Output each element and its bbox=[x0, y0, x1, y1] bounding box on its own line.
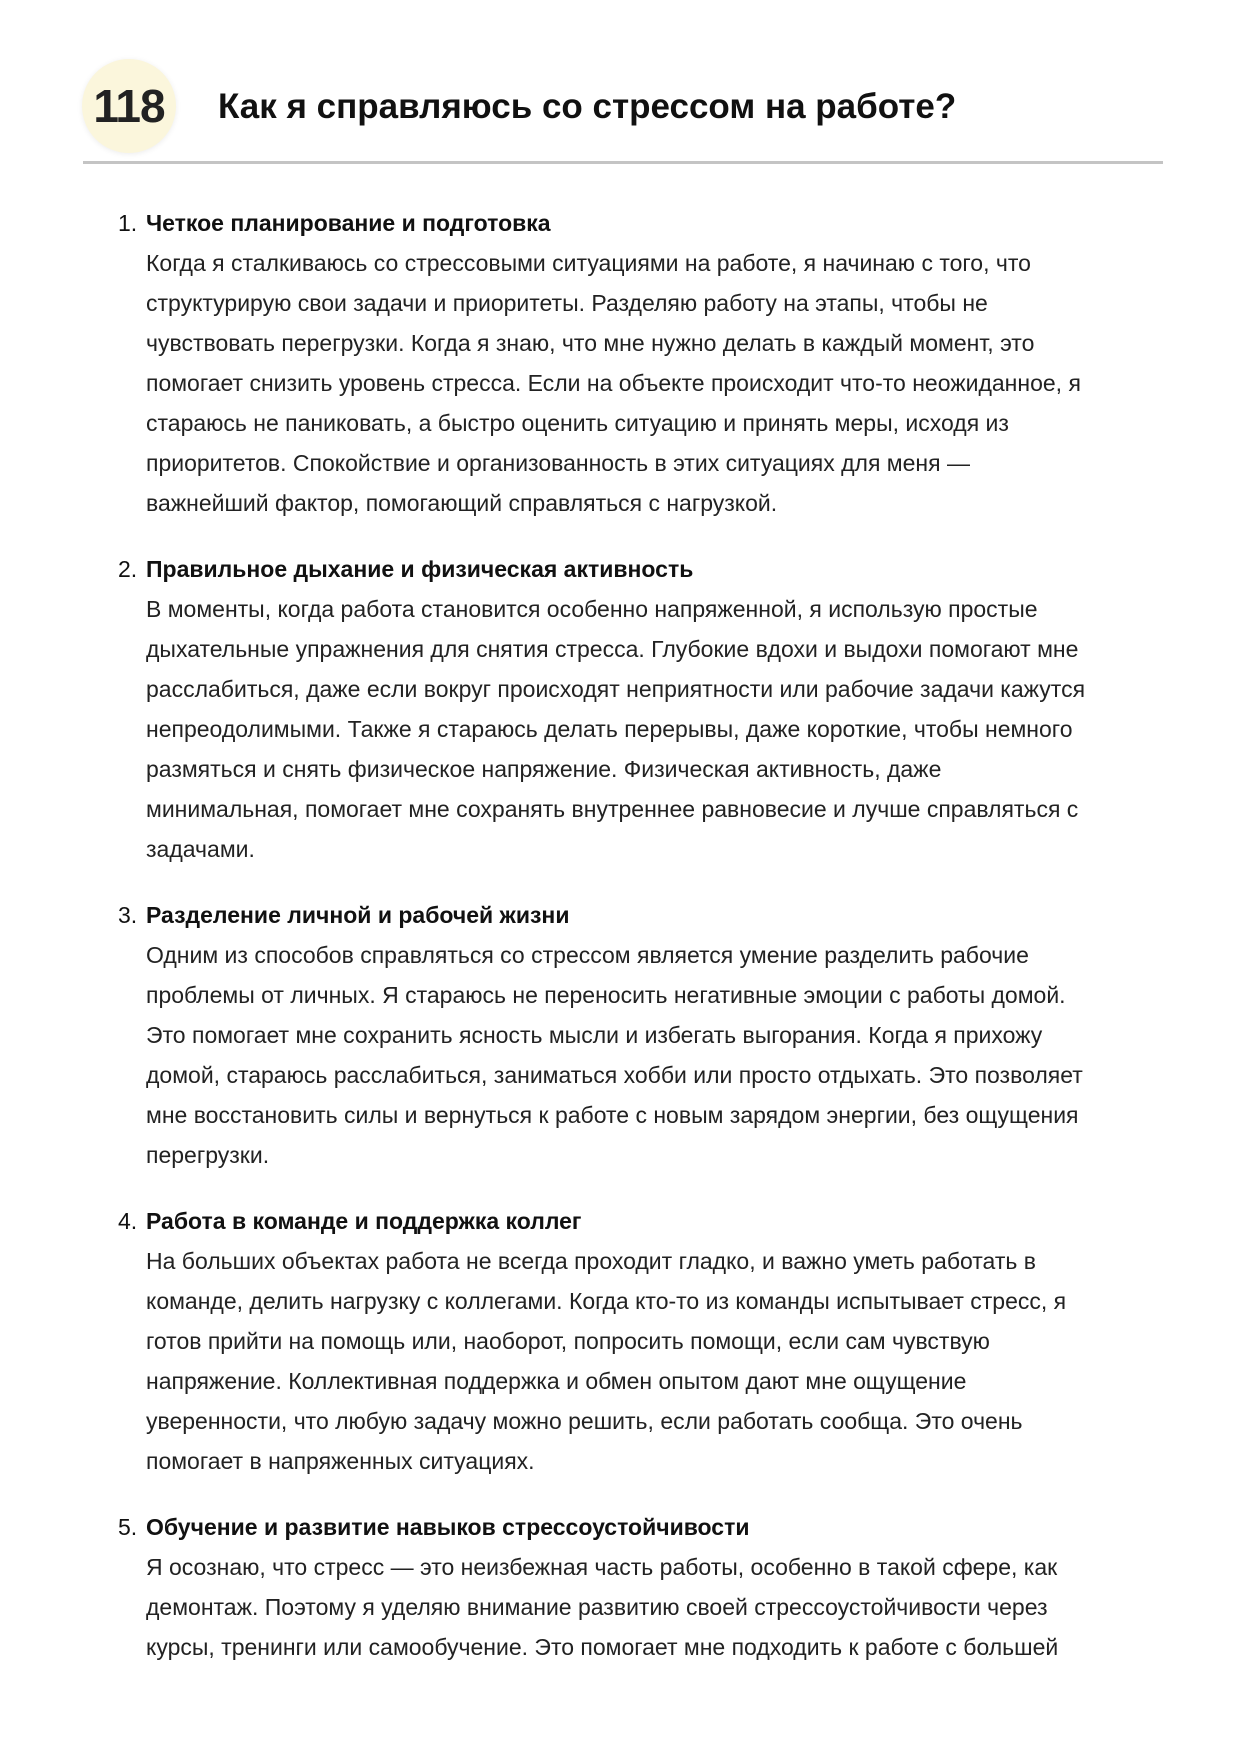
body-line: готов прийти на помощь или, наоборот, попросить помощи, если сам чувствую bbox=[146, 1328, 990, 1354]
body-line: мне восстановить силы и вернуться к работе с новым зарядом энергии, без ощущения bbox=[146, 1102, 1079, 1128]
list-item-number: 3. bbox=[118, 902, 138, 928]
list-item bbox=[118, 549, 1168, 869]
body-line: Одним из способов справляться со стрессом является умение разделить рабочие bbox=[146, 942, 1029, 968]
list-item-body bbox=[146, 1241, 1168, 1481]
body-line: размяться и снять физическое напряжение. Физическая активность, даже bbox=[146, 756, 942, 782]
list-item-number: 4. bbox=[118, 1208, 138, 1234]
list-item-title: Четкое планирование и подготовка bbox=[146, 210, 551, 236]
body-line: дыхательные упражнения для снятия стресса. Глубокие вдохи и выдохи помогают мне bbox=[146, 636, 1079, 662]
body-line: структурирую свои задачи и приоритеты. Разделяю работу на этапы, чтобы не bbox=[146, 290, 988, 316]
list-item bbox=[118, 1201, 1168, 1481]
list-item bbox=[118, 203, 1168, 523]
body-line: Я осознаю, что стресс — это неизбежная часть работы, особенно в такой сфере, как bbox=[146, 1554, 1058, 1580]
body-line: Это помогает мне сохранить ясность мысли и избегать выгорания. Когда я прихожу bbox=[146, 1022, 1043, 1048]
body-line: команде, делить нагрузку с коллегами. Когда кто-то из команды испытывает стресс, я bbox=[146, 1288, 1067, 1314]
body-line: важнейший фактор, помогающий справляться с нагрузкой. bbox=[146, 490, 778, 516]
body-line: расслабиться, даже если вокруг происходят неприятности или рабочие задачи кажутся bbox=[146, 676, 1086, 702]
page-header bbox=[83, 55, 1163, 164]
list-item-number: 2. bbox=[118, 556, 138, 582]
body-line: напряжение. Коллективная поддержка и обмен опытом дают мне ощущение bbox=[146, 1368, 967, 1394]
body-line: демонтаж. Поэтому я уделяю внимание развитию своей стрессоустойчивости через bbox=[146, 1594, 1048, 1620]
page-title: Как я справляюсь со стрессом на работе? bbox=[218, 87, 957, 126]
body-line: задачами. bbox=[146, 836, 255, 862]
body-line: помогает снизить уровень стресса. Если на объекте происходит что-то неожиданное, я bbox=[146, 370, 1081, 396]
body-line: минимальная, помогает мне сохранять внутреннее равновесие и лучше справляться с bbox=[146, 796, 1079, 822]
list-item-number: 1. bbox=[118, 210, 138, 236]
list-item-title: Обучение и развитие навыков стрессоустойчивости bbox=[146, 1514, 750, 1540]
body-line: проблемы от личных. Я стараюсь не переносить негативные эмоции с работы домой. bbox=[146, 982, 1066, 1008]
body-line: уверенности, что любую задачу можно решить, если работать сообща. Это очень bbox=[146, 1408, 1023, 1434]
body-line: На больших объектах работа не всегда проходит гладко, и важно уметь работать в bbox=[146, 1248, 1036, 1274]
question-number: 118 bbox=[93, 80, 165, 132]
body-line: В моменты, когда работа становится особенно напряженной, я использую простые bbox=[146, 596, 1038, 622]
list-item bbox=[118, 895, 1168, 1175]
body-line: чувствовать перегрузки. Когда я знаю, что мне нужно делать в каждый момент, это bbox=[146, 330, 1035, 356]
list-item-title: Работа в команде и поддержка коллег bbox=[146, 1208, 582, 1234]
body-line: курсы, тренинги или самообучение. Это помогает мне подходить к работе с большей bbox=[146, 1634, 1059, 1660]
list-item-title: Правильное дыхание и физическая активность bbox=[146, 556, 694, 582]
list-item-title: Разделение личной и рабочей жизни bbox=[146, 902, 570, 928]
body-line: помогает в напряженных ситуациях. bbox=[146, 1448, 535, 1474]
question-number-badge bbox=[82, 59, 176, 153]
body-line: приоритетов. Спокойствие и организованность в этих ситуациях для меня — bbox=[146, 450, 970, 476]
list-item-number: 5. bbox=[118, 1514, 138, 1540]
list-item-body bbox=[146, 935, 1168, 1175]
body-line: Когда я сталкиваюсь со стрессовыми ситуациями на работе, я начинаю с того, что bbox=[146, 250, 1031, 276]
body-line: перегрузки. bbox=[146, 1142, 270, 1168]
body-line: непреодолимыми. Также я стараюсь делать перерывы, даже короткие, чтобы немного bbox=[146, 716, 1073, 742]
body-line: стараюсь не паниковать, а быстро оценить ситуацию и принять меры, исходя из bbox=[146, 410, 1009, 436]
list-item-body bbox=[146, 1547, 1168, 1667]
answer-list bbox=[118, 203, 1168, 1693]
list-item-body bbox=[146, 589, 1168, 869]
body-line: домой, стараюсь расслабиться, заниматься хобби или просто отдыхать. Это позволяет bbox=[146, 1062, 1083, 1088]
list-item-body bbox=[146, 243, 1168, 523]
list-item bbox=[118, 1507, 1168, 1667]
